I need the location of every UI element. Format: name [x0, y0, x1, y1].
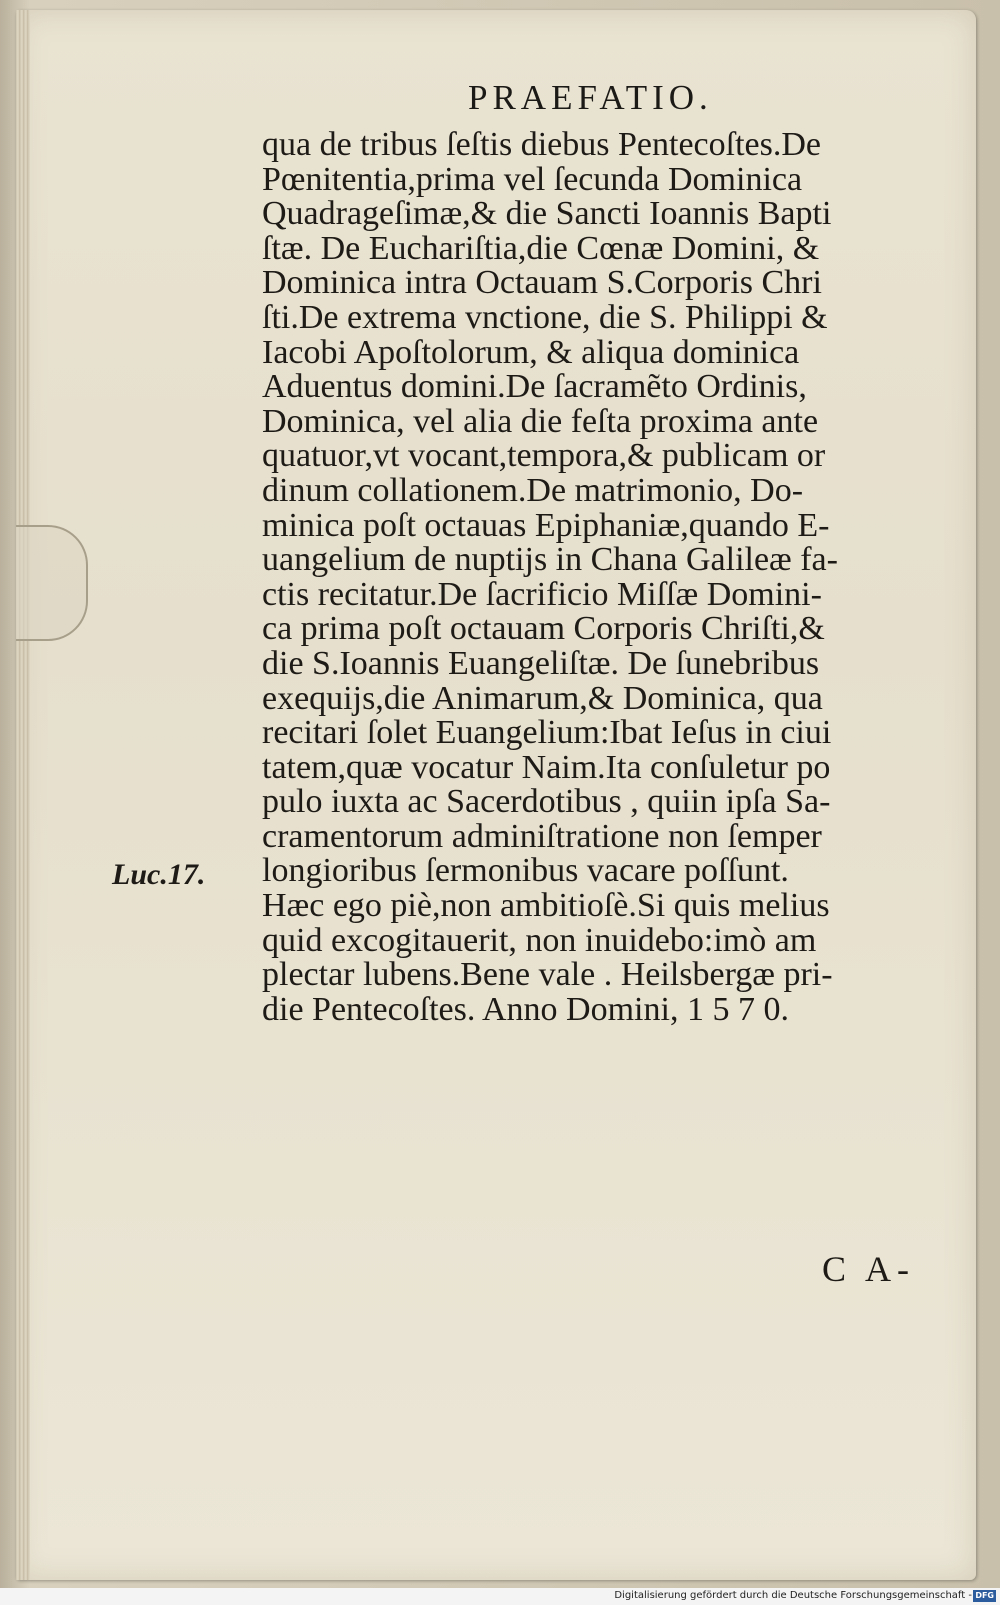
text-line: ſti.De extrema vnctione, die S. Philippi & [262, 298, 828, 336]
text-line: dinum collationem.De matrimonio, Do- [262, 471, 804, 509]
text-line: ca prima poſt octauam Corporis Chriſti,& [262, 610, 825, 648]
text-line: plectar lubens.Bene vale . Heilsbergæ pri- [262, 956, 833, 994]
margin-note: Luc.17. [112, 858, 206, 891]
page-edge [16, 10, 30, 1580]
text-line: die S.Ioannis Euangeliſtæ. De ſunebribus [262, 644, 820, 682]
text-line: ſtæ. De Euchariſtia,die Cœnæ Domini, & [262, 229, 820, 267]
text-line: longioribus ſermonibus vacare poſſunt. [262, 852, 789, 890]
body-text [262, 128, 952, 1027]
text-line: qua de tribus ſeſtis diebus Pentecoſtes.De [262, 126, 821, 163]
text-line: Dominica, vel alia die feſta proxima ante [262, 402, 819, 440]
catchword: C A- [822, 1249, 916, 1289]
footer-credit: Digitalisierung gefördert durch die Deutsche Forschungsgemeinschaft - [614, 1590, 972, 1601]
running-header: PRAEFATIO. [468, 78, 713, 117]
text-line: tatem,quæ vocatur Naim.Ita conſuletur po [262, 748, 831, 786]
text-line: quid excogitauerit, non inuidebo:imò am [262, 921, 817, 959]
text-line: Quadrageſimæ,& die Sancti Ioannis Bapti [262, 195, 832, 233]
text-line: Hæc ego piè,non ambitioſè.Si quis melius [262, 887, 830, 925]
text-line: Iacobi Apoſtolorum, & aliqua dominica [262, 333, 800, 371]
bookmark-tab [16, 525, 88, 641]
text-line: Dominica intra Octauam S.Corporis Chri [262, 264, 822, 302]
text-line: ctis recitatur.De ſacrificio Miſſæ Domini- [262, 575, 822, 613]
text-line: Pœnitentia,prima vel ſecunda Dominica [262, 160, 803, 198]
text-line: cramentorum adminiſtratione non ſemper [262, 817, 822, 855]
text-line: recitari ſolet Euangelium:Ibat Ieſus in ciui [262, 714, 832, 752]
text-line: minica poſt octauas Epiphaniæ,quando E- [262, 506, 830, 544]
text-line: die Pentecoſtes. Anno Domini, 1 5 7 0. [262, 990, 789, 1028]
text-line: Aduentus domini.De ſacramẽto Ordinis, [262, 368, 807, 406]
text-line: exequijs,die Animarum,& Dominica, qua [262, 679, 823, 717]
text-line: quatuor,vt vocant,tempora,& publicam or [262, 437, 826, 475]
text-line: uangelium de nuptijs in Chana Galileæ fa- [262, 541, 838, 579]
dfg-logo-icon: DFG [975, 1591, 994, 1600]
text-line: pulo iuxta ac Sacerdotibus , quiin ipſa Sa- [262, 783, 831, 821]
